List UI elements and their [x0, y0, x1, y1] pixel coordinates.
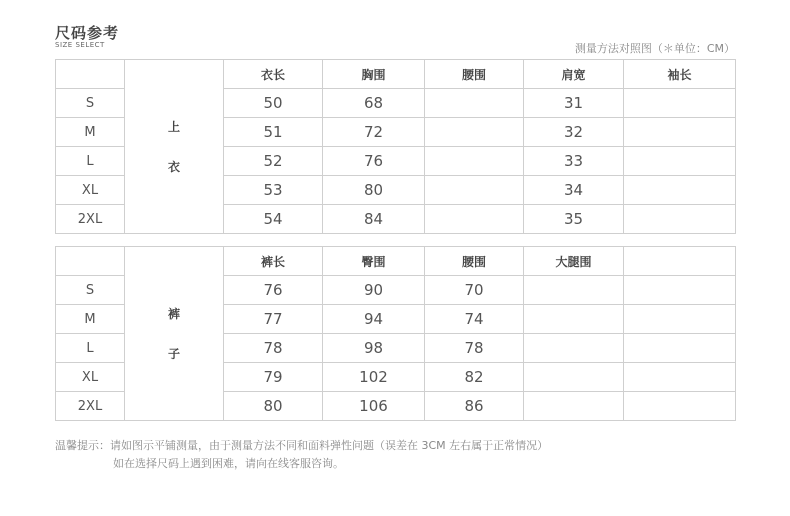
table-cell: 106 [323, 392, 425, 421]
table-header-row [56, 60, 736, 89]
table-cell [624, 205, 736, 234]
size-label: M [56, 305, 125, 334]
size-label: 2XL [56, 392, 125, 421]
page-subtitle: SIZE SELECT [55, 41, 105, 49]
corner-cell [56, 247, 125, 276]
table-cell: 72 [323, 118, 425, 147]
size-label: S [56, 276, 125, 305]
group-label-line: 裤 [167, 306, 180, 321]
table-cell: 34 [524, 176, 624, 205]
table-cell [624, 363, 736, 392]
column-header: 裤长 [224, 247, 323, 276]
table-cell [524, 363, 624, 392]
size-label: XL [56, 176, 125, 205]
table-cell [425, 176, 524, 205]
group-label-line: 子 [167, 346, 180, 361]
size-label: L [56, 147, 125, 176]
table-cell: 51 [224, 118, 323, 147]
size-label: S [56, 89, 125, 118]
table-cell: 80 [224, 392, 323, 421]
table-cell: 80 [323, 176, 425, 205]
group-label-line: 衣 [167, 159, 180, 174]
table-cell [524, 305, 624, 334]
table-cell: 31 [524, 89, 624, 118]
table-cell: 84 [323, 205, 425, 234]
table-cell: 82 [425, 363, 524, 392]
corner-cell [56, 60, 125, 89]
table-cell: 90 [323, 276, 425, 305]
table-cell [524, 392, 624, 421]
table-cell [624, 176, 736, 205]
tip-line: 温馨提示：请如图示平铺测量，由于测量方法不同和面料弹性问题（误差在 3CM 左右属于正常情况） [55, 439, 549, 452]
column-header: 腰围 [425, 247, 524, 276]
table-cell: 68 [323, 89, 425, 118]
size-label: XL [56, 363, 125, 392]
column-header: 胸围 [323, 60, 425, 89]
table-cell: 35 [524, 205, 624, 234]
table-cell: 77 [224, 305, 323, 334]
table-cell [624, 147, 736, 176]
table-cell: 53 [224, 176, 323, 205]
column-header: 腰围 [425, 60, 524, 89]
table-cell [425, 205, 524, 234]
size-label: M [56, 118, 125, 147]
table-cell [425, 89, 524, 118]
group-label-cell [125, 60, 224, 234]
column-header: 袖长 [624, 60, 736, 89]
column-header: 肩宽 [524, 60, 624, 89]
table-cell [624, 392, 736, 421]
table-cell [624, 305, 736, 334]
group-label-cell [125, 247, 224, 421]
size-label: L [56, 334, 125, 363]
table-cell: 76 [323, 147, 425, 176]
table-cell: 98 [323, 334, 425, 363]
column-header: 衣长 [224, 60, 323, 89]
table-cell [624, 276, 736, 305]
table-cell: 74 [425, 305, 524, 334]
group-label-line: 上 [167, 119, 180, 134]
table-cell [425, 147, 524, 176]
table-cell: 70 [425, 276, 524, 305]
table-cell: 33 [524, 147, 624, 176]
table-cell: 32 [524, 118, 624, 147]
tip-line: 如在选择尺码上遇到困难，请向在线客服咨询。 [113, 457, 344, 470]
column-header [624, 247, 736, 276]
table-cell: 86 [425, 392, 524, 421]
bottom-size-table [55, 246, 736, 421]
table-cell [524, 276, 624, 305]
table-cell: 79 [224, 363, 323, 392]
table-cell [624, 118, 736, 147]
table-cell [624, 89, 736, 118]
table-cell: 94 [323, 305, 425, 334]
size-label: 2XL [56, 205, 125, 234]
table-cell [425, 118, 524, 147]
table-cell: 50 [224, 89, 323, 118]
column-header: 大腿围 [524, 247, 624, 276]
table-cell: 78 [425, 334, 524, 363]
unit-note: 测量方法对照图（＊单位：CM） [574, 42, 735, 55]
table-cell: 102 [323, 363, 425, 392]
table-cell [524, 334, 624, 363]
column-header: 臀围 [323, 247, 425, 276]
table-header-row [56, 247, 736, 276]
table-cell: 54 [224, 205, 323, 234]
table-cell: 76 [224, 276, 323, 305]
table-cell [624, 334, 736, 363]
page-title: 尺码参考 [55, 24, 120, 42]
table-cell: 52 [224, 147, 323, 176]
table-cell: 78 [224, 334, 323, 363]
top-size-table [55, 59, 736, 234]
